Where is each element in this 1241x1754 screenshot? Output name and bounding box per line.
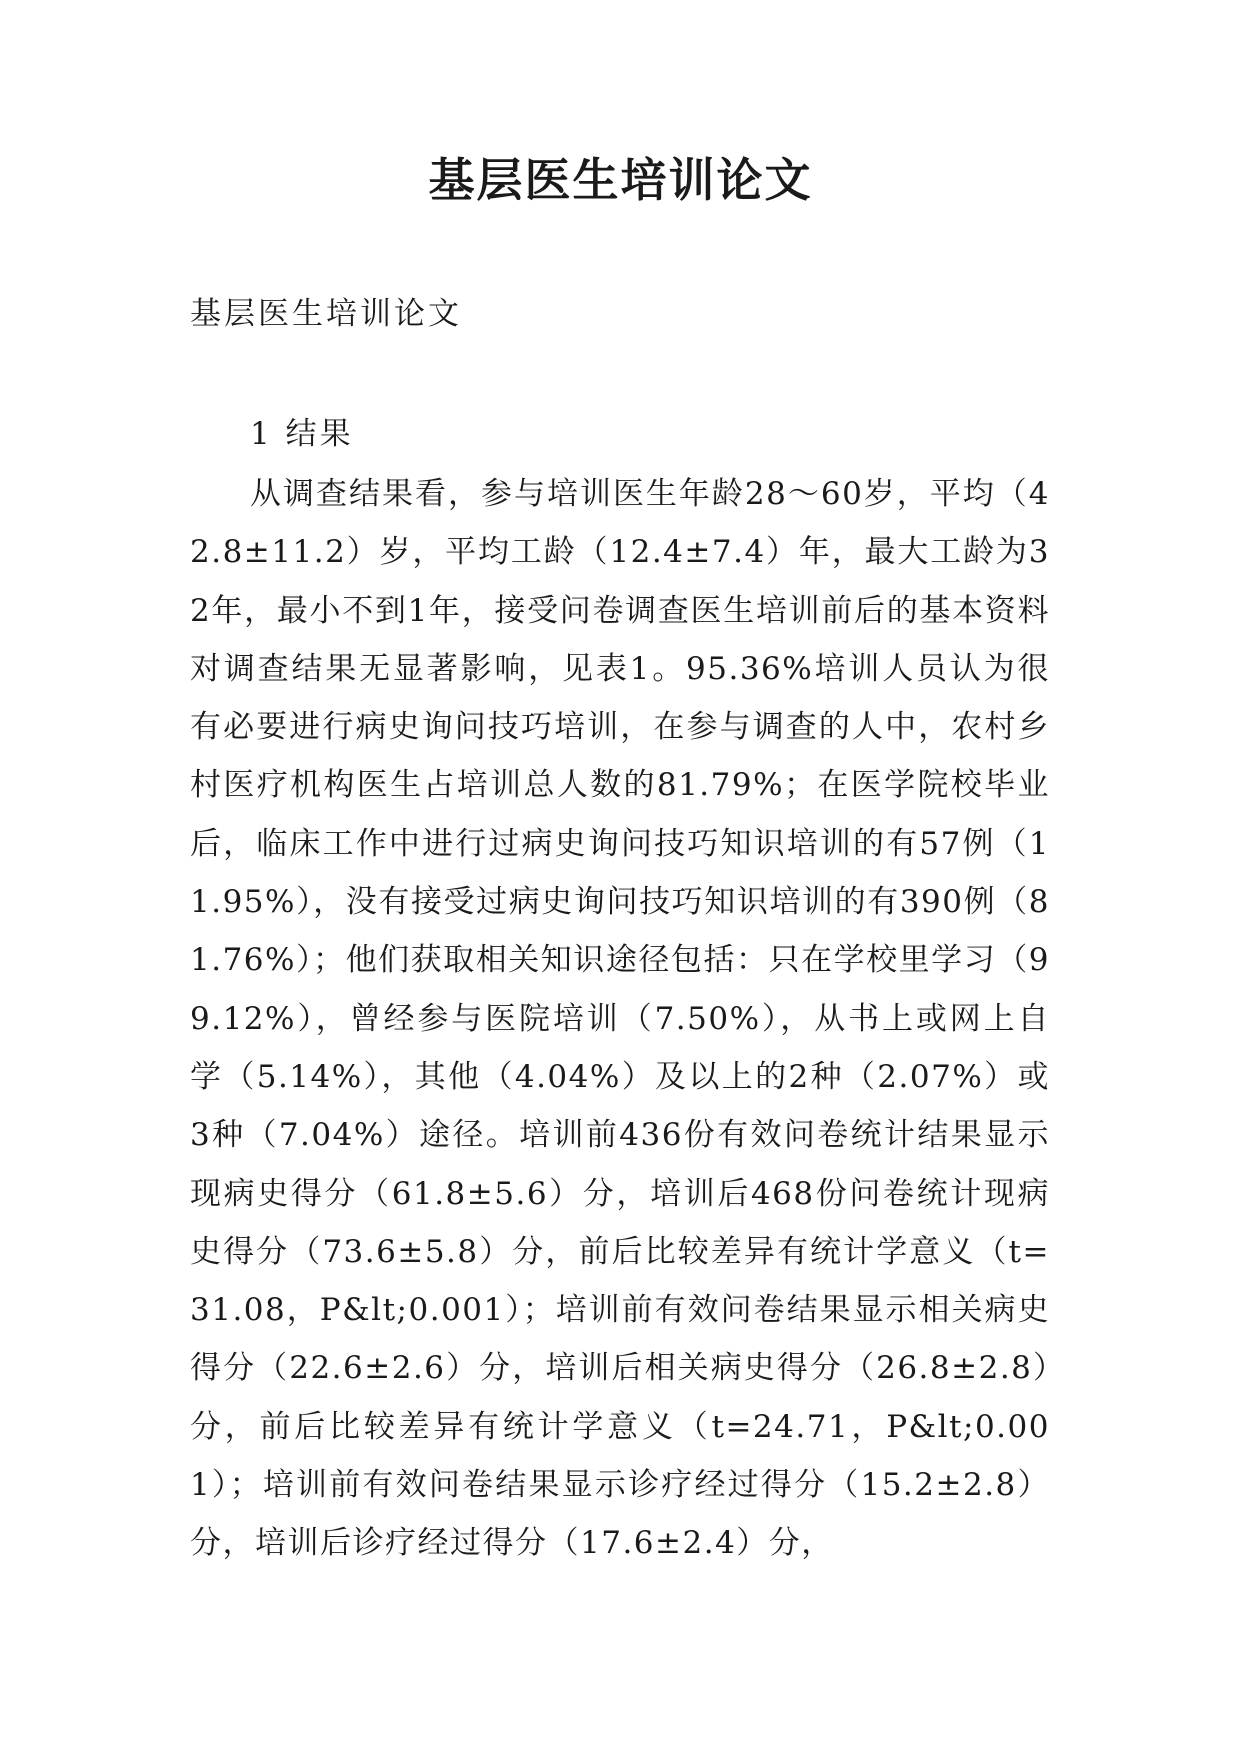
results-paragraph: 从调查结果看，参与培训医生年龄28～60岁，平均（42.8±11.2）岁，平均工龄（12.4±7.4）年，最大工龄为32年，最小不到1年，接受问卷调查医生培训前后的基本资料对调查结果无显著影响，见表1。95.36%培训人员认为很有必要进行病史询问技巧培训，在参与调查的人中，农村乡村医疗机构医生占培训总人数的81.79%；在医学院校毕业后，临床工作中进行过病史询问技巧知识培训的有57例（11.95%），没有接受过病史询问技巧知识培训的有390例（81.76%）；他们获取相关知识途径包括：只在学校里学习（99.12%），曾经参与医院培训（7.50%），从书上或网上自学（5.14%），其他（4.04%）及以上的2种（2.07%）或3种（7.04%）途径。培训前436份有效问卷统计结果显示现病史得分（61.8±5.6）分，培训后468份问卷统计现病史得分（73.6±5.8）分，前后比较差异有统计学意义（t=31.08，P&lt;0.001）；培训前有效问卷结果显示相关病史得分（22.6±2.6）分，培训后相关病史得分（26.8±2.8）分，前后比较差异有统计学意义（t=24.71，P&lt;0.001）；培训前有效问卷结果显示诊疗经过得分（15.2±2.8）分，培训后诊疗经过得分（17.6±2.4）分， <box>190 476 1050 1562</box>
section-heading-results: 1 结果 <box>250 416 354 452</box>
document-subtitle: 基层医生培训论文 <box>190 296 462 332</box>
document-title: 基层医生培训论文 <box>428 153 813 207</box>
